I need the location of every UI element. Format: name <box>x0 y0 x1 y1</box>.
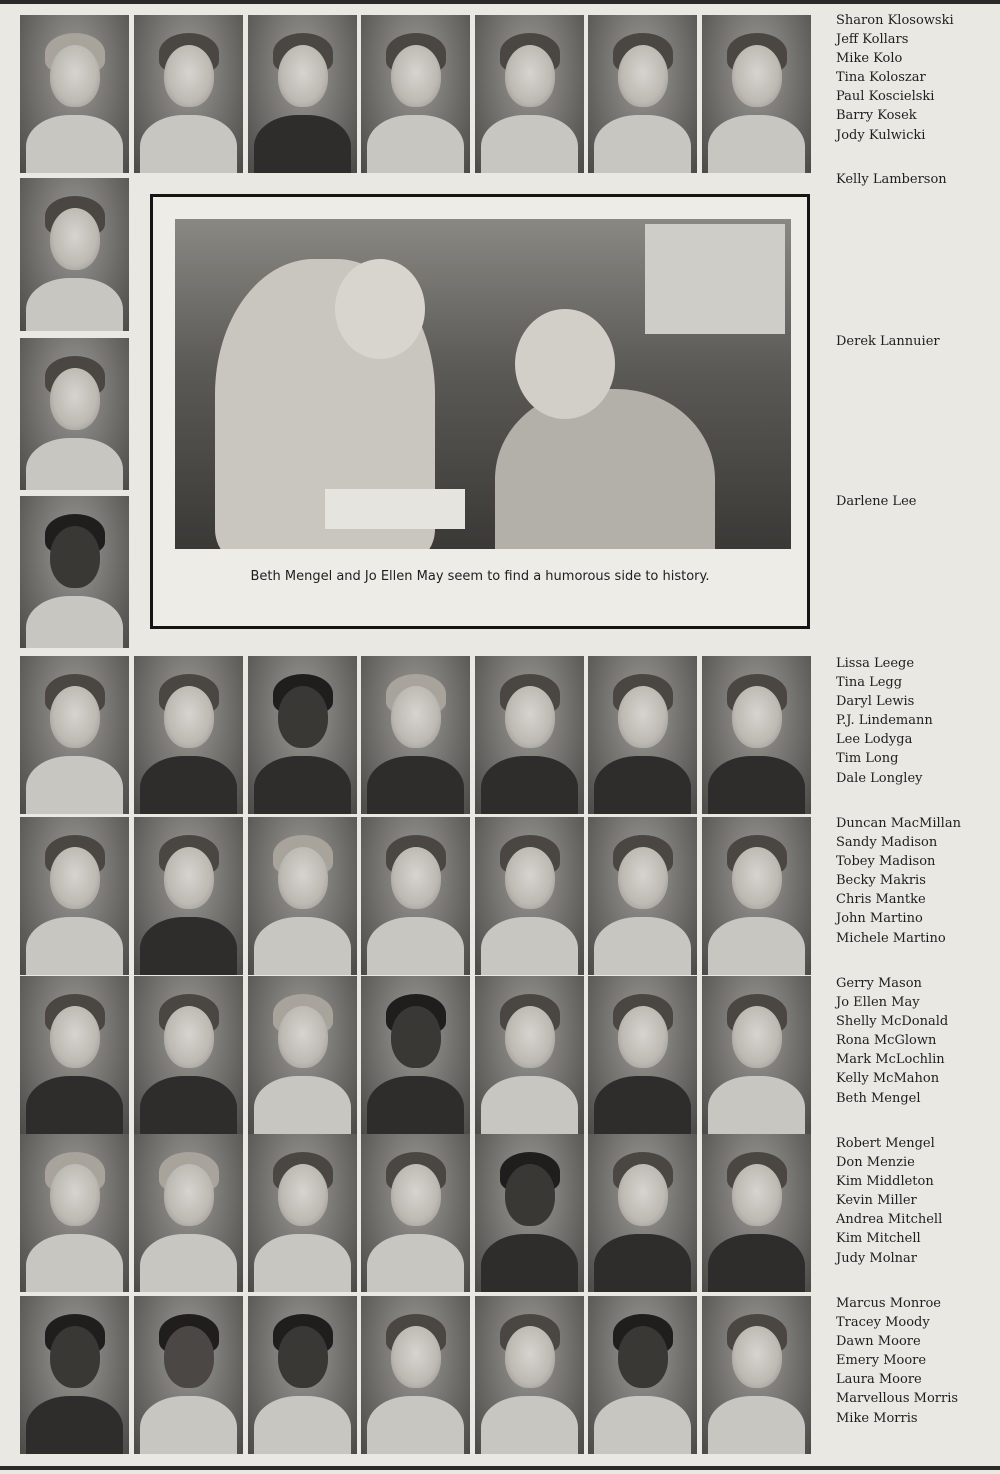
student-name: Mike Morris <box>836 1410 918 1426</box>
student-name: Jeff Kollars <box>836 32 909 48</box>
portrait <box>588 656 697 814</box>
name-list <box>836 1294 958 1428</box>
portrait <box>20 338 129 490</box>
student-name: Paul Koscielski <box>836 89 935 105</box>
portrait <box>20 1134 129 1292</box>
student-name: Becky Makris <box>836 873 926 889</box>
student-name: Robert Mengel <box>836 1136 935 1151</box>
portrait <box>134 15 243 173</box>
portrait <box>134 656 243 814</box>
portrait <box>248 656 357 814</box>
portrait <box>361 1134 470 1292</box>
student-name: Jo Ellen May <box>836 995 920 1011</box>
portrait <box>361 1296 470 1454</box>
portrait <box>20 976 129 1134</box>
student-name: Michele Martino <box>836 930 946 946</box>
portrait <box>588 1134 697 1292</box>
bottom-rule <box>0 1466 1000 1470</box>
portrait <box>588 976 697 1134</box>
student-name: Kim Middleton <box>836 1174 934 1190</box>
student-name: Jody Kulwicki <box>836 127 926 143</box>
portrait <box>20 656 129 814</box>
portrait <box>475 817 584 975</box>
student-name: Shelly McDonald <box>836 1014 949 1030</box>
student-name: Dawn Moore <box>836 1334 921 1350</box>
name-list <box>836 11 954 145</box>
name-list <box>836 814 961 948</box>
student-name: Sandy Madison <box>836 835 938 851</box>
student-name: Mark McLochlin <box>836 1052 945 1068</box>
portrait <box>361 817 470 975</box>
portrait <box>20 817 129 975</box>
portrait <box>248 976 357 1134</box>
student-name: Duncan MacMillan <box>836 816 961 831</box>
portrait <box>475 656 584 814</box>
student-name: Barry Kosek <box>836 108 917 124</box>
portrait <box>588 1296 697 1454</box>
portrait <box>702 656 811 814</box>
student-name: Marcus Monroe <box>836 1296 941 1311</box>
student-name: Marvellous Morris <box>836 1391 959 1407</box>
portrait <box>134 976 243 1134</box>
portrait <box>702 976 811 1134</box>
feature-photo <box>175 219 791 549</box>
portrait <box>702 1296 811 1454</box>
photo-caption: Beth Mengel and Jo Ellen May seem to find a humorous side to history. <box>250 569 710 584</box>
student-name: Tracey Moody <box>836 1315 930 1331</box>
student-name: Kelly McMahon <box>836 1071 940 1087</box>
portrait <box>20 496 129 648</box>
student-name: Judy Molnar <box>836 1250 918 1266</box>
portrait <box>475 15 584 173</box>
student-name: Tim Long <box>836 751 899 767</box>
student-name: Chris Mantke <box>836 892 926 908</box>
portrait <box>588 15 697 173</box>
student-name: Sharon Klosowski <box>836 13 954 28</box>
student-name: Beth Mengel <box>836 1090 921 1106</box>
portrait <box>475 1134 584 1292</box>
student-name: Daryl Lewis <box>836 694 915 710</box>
student-name: Tina Koloszar <box>836 70 926 86</box>
portrait <box>361 656 470 814</box>
student-name: Tobey Madison <box>836 854 936 870</box>
name-list <box>836 1134 942 1268</box>
feature-photo-frame <box>150 194 810 629</box>
student-name: P.J. Lindemann <box>836 713 933 729</box>
student-name: Emery Moore <box>836 1353 927 1369</box>
portrait <box>702 15 811 173</box>
student-name: Andrea Mitchell <box>836 1212 943 1228</box>
portrait <box>361 15 470 173</box>
student-name: Lee Lodyga <box>836 732 913 748</box>
student-name: Gerry Mason <box>836 976 922 991</box>
portrait <box>248 817 357 975</box>
portrait <box>702 1134 811 1292</box>
portrait <box>134 1296 243 1454</box>
portrait <box>588 817 697 975</box>
portrait <box>20 15 129 173</box>
student-name: Kim Mitchell <box>836 1231 921 1247</box>
portrait <box>475 976 584 1134</box>
student-name: Derek Lannuier <box>836 334 940 349</box>
portrait <box>20 178 129 331</box>
student-name: Laura Moore <box>836 1372 922 1388</box>
student-name: Tina Legg <box>836 675 903 691</box>
portrait <box>134 1134 243 1292</box>
student-name: Kelly Lamberson <box>836 172 947 187</box>
student-name: Kevin Miller <box>836 1193 917 1209</box>
portrait <box>134 817 243 975</box>
name-list <box>836 654 933 788</box>
portrait <box>475 1296 584 1454</box>
student-name: John Martino <box>836 911 923 927</box>
student-name: Don Menzie <box>836 1155 915 1171</box>
student-name: Mike Kolo <box>836 51 903 67</box>
portrait <box>248 1134 357 1292</box>
portrait <box>702 817 811 975</box>
student-name: Lissa Leege <box>836 656 915 671</box>
portrait <box>248 1296 357 1454</box>
name-list <box>836 974 948 1108</box>
portrait <box>20 1296 129 1454</box>
portrait <box>361 976 470 1134</box>
student-name: Darlene Lee <box>836 494 917 509</box>
student-name: Dale Longley <box>836 770 923 786</box>
portrait <box>248 15 357 173</box>
student-name: Rona McGlown <box>836 1033 937 1049</box>
top-rule <box>0 0 1000 4</box>
